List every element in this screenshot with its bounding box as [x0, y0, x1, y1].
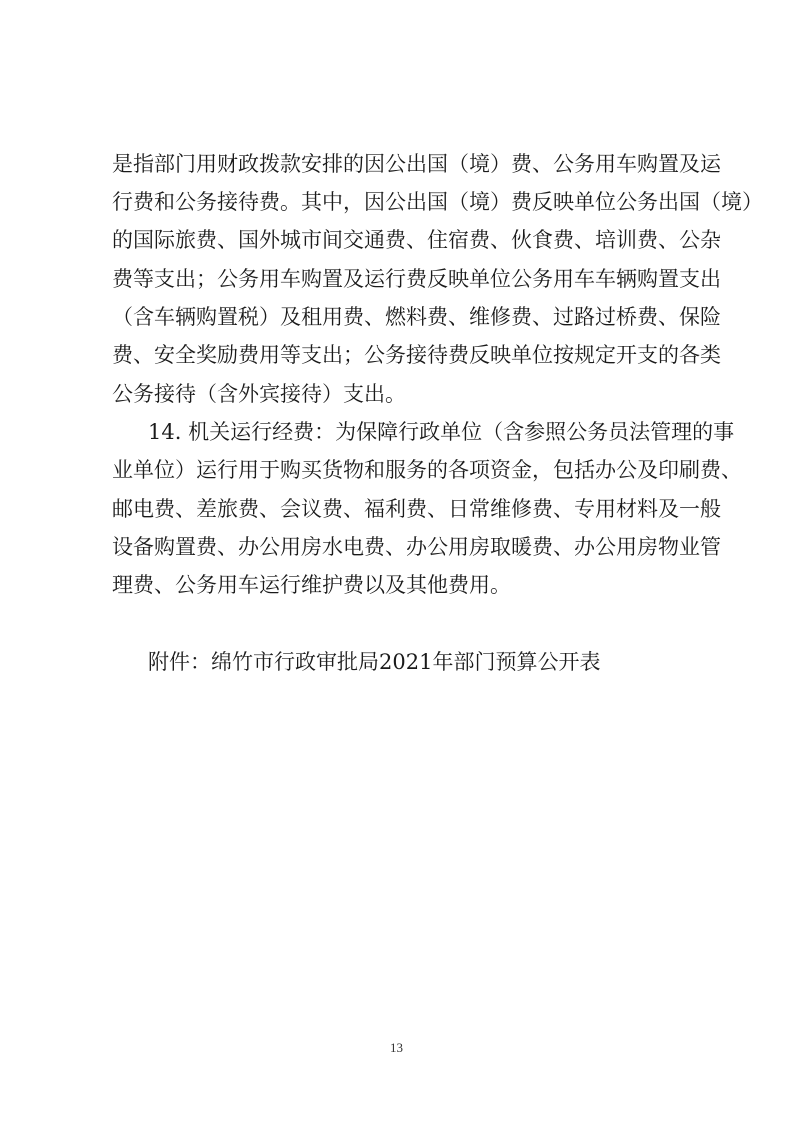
text-line: 是指部门用财政拨款安排的因公出国（境）费、公务用车购置及运: [112, 152, 721, 176]
text-line: 公务接待（含外宾接待）支出。: [112, 382, 406, 406]
text-line: 费、安全奖励费用等支出；公务接待费反映单位按规定开支的各类: [112, 343, 721, 367]
attachment-line: 附件：绵竹市行政审批局2021年部门预算公开表: [148, 650, 601, 674]
text-line: 业单位）运行用于购买货物和服务的各项资金，包括办公及印刷费、: [112, 458, 742, 482]
text-line: 费等支出；公务用车购置及运行费反映单位公务用车车辆购置支出: [112, 267, 721, 291]
text-line: 邮电费、差旅费、会议费、福利费、日常维修费、专用材料及一般: [112, 497, 721, 521]
text-line: 14. 机关运行经费：为保障行政单位（含参照公务员法管理的事: [148, 420, 735, 444]
text-line: 的国际旅费、国外城市间交通费、住宿费、伙食费、培训费、公杂: [112, 228, 721, 252]
page-number: 13: [390, 1040, 403, 1055]
text-line: 设备购置费、办公用房水电费、办公用房取暖费、办公用房物业管: [112, 535, 721, 559]
text-line: 理费、公务用车运行维护费以及其他费用。: [112, 573, 511, 597]
text-line: 行费和公务接待费。其中，因公出国（境）费反映单位公务出国（境）: [112, 190, 763, 214]
text-line: （含车辆购置税）及租用费、燃料费、维修费、过路过桥费、保险: [112, 305, 721, 329]
